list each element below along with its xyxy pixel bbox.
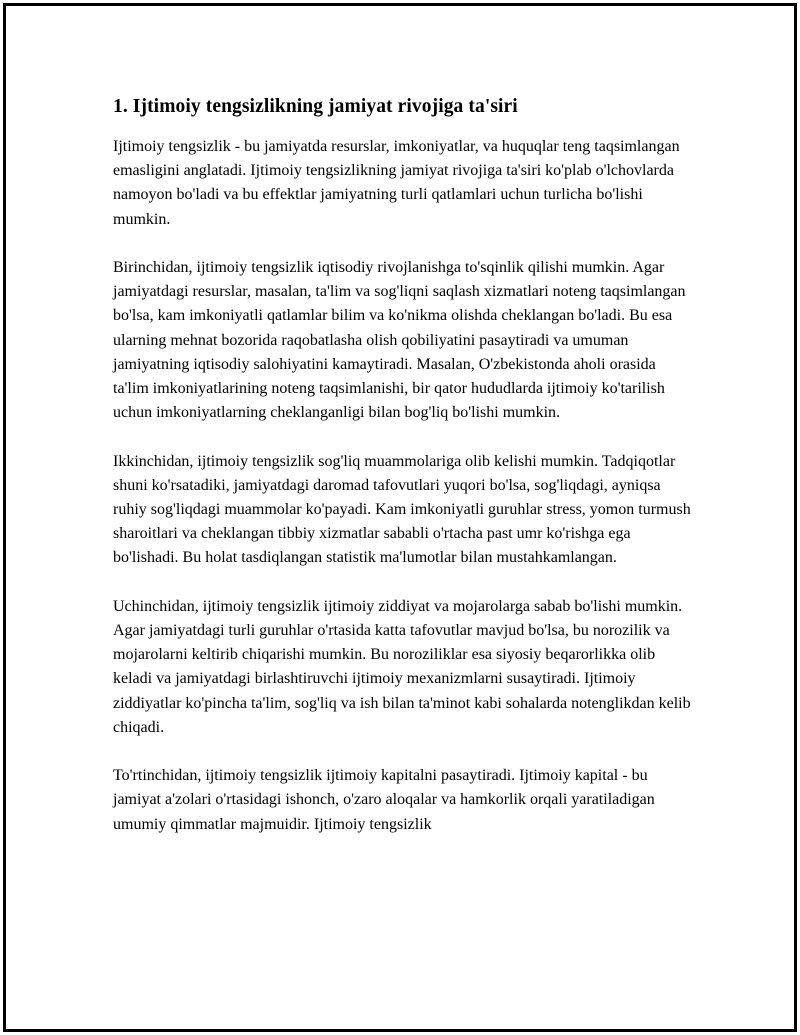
paragraph-fourth: To'rtinchidan, ijtimoiy tengsizlik ijtimoiy kapitalni pasaytiradi. Ijtimoiy kapital - bu jamiyat a'zolari o'rtasidagi ishonch, o'zaro aloqalar va hamkorlik orqali yaratiladigan umumiy qimmatlar majmuidir. Ijtimoiy tengsizlik (113, 767, 655, 833)
paragraph-first: Birinchidan, ijtimoiy tengsizlik iqtisodiy rivojlanishga to'sqinlik qilishi mumkin. Agar jamiyatdagi resurslar, masalan, ta'lim va sog'liqni saqlash xizmatlari noteng taqsimlangan bo'lsa, kam imkoniyatli qatlamlar bilim va ko'nikma olishda cheklangan bo'ladi. Bu esa ularning mehnat bozorida raqobatlasha olish qobiliyatini pasaytiradi va umuman jamiyatning iqtisodiy salohiyatini kamaytiradi. Masalan, O'zbekistonda aholi orasida ta'lim imkoniyatlarining noteng taqsimlanishi, bir qator hududlarda ijtimoiy ko'tarilish uchun imkoniyatlarning cheklanganligi bilan bog'liq bo'lishi mumkin. (113, 259, 686, 422)
paragraph-third: Uchinchidan, ijtimoiy tengsizlik ijtimoiy ziddiyat va mojarolarga sabab bo'lishi mumkin. Agar jamiyatdagi turli guruhlar o'rtasida katta tafovutlar mavjud bo'lsa, bu norozilik va mojarolarni keltirib chiqarishi mumkin. Bu noroziliklar esa siyosiy beqarorlikka olib keladi va jamiyatdagi birlashtiruvchi ijtimoiy mexanizmlarni susaytiradi. Ijtimoiy ziddiyatlar ko'pincha ta'lim, sog'liq va ish bilan ta'minot kabi sohalarda notenglikdan kelib chiqadi. (113, 597, 691, 736)
paragraph-second: Ikkinchidan, ijtimoiy tengsizlik sog'liq muammolariga olib kelishi mumkin. Tadqiqotlar shuni ko'rsatadiki, jamiyatdagi daromad tafovutlari yuqori bo'lsa, sog'liqdagi, ayniqsa ruhiy sog'liqdagi muammolar ko'payadi. Kam imkoniyatli guruhlar stress, yomon turmush sharoitlari va cheklangan tibbiy xizmatlar sababli o'rtacha past umr ko'rishga ega bo'lishadi. Bu holat tasdiqlangan statistik ma'lumotlar bilan mustahkamlangan. (113, 452, 691, 567)
document-body (113, 94, 693, 861)
section-heading: 1. Ijtimoiy tengsizlikning jamiyat rivojiga ta'siri (113, 96, 518, 117)
paragraph-intro: Ijtimoiy tengsizlik - bu jamiyatda resurslar, imkoniyatlar, va huquqlar teng taqsimlangan emasligini anglatadi. Ijtimoiy tengsizlikning jamiyat rivojiga ta'siri ko'plab o'lchovlarda namoyon bo'ladi va bu effektlar jamiyatning turli qatlamlari uchun turlicha bo'lishi mumkin. (113, 138, 680, 228)
